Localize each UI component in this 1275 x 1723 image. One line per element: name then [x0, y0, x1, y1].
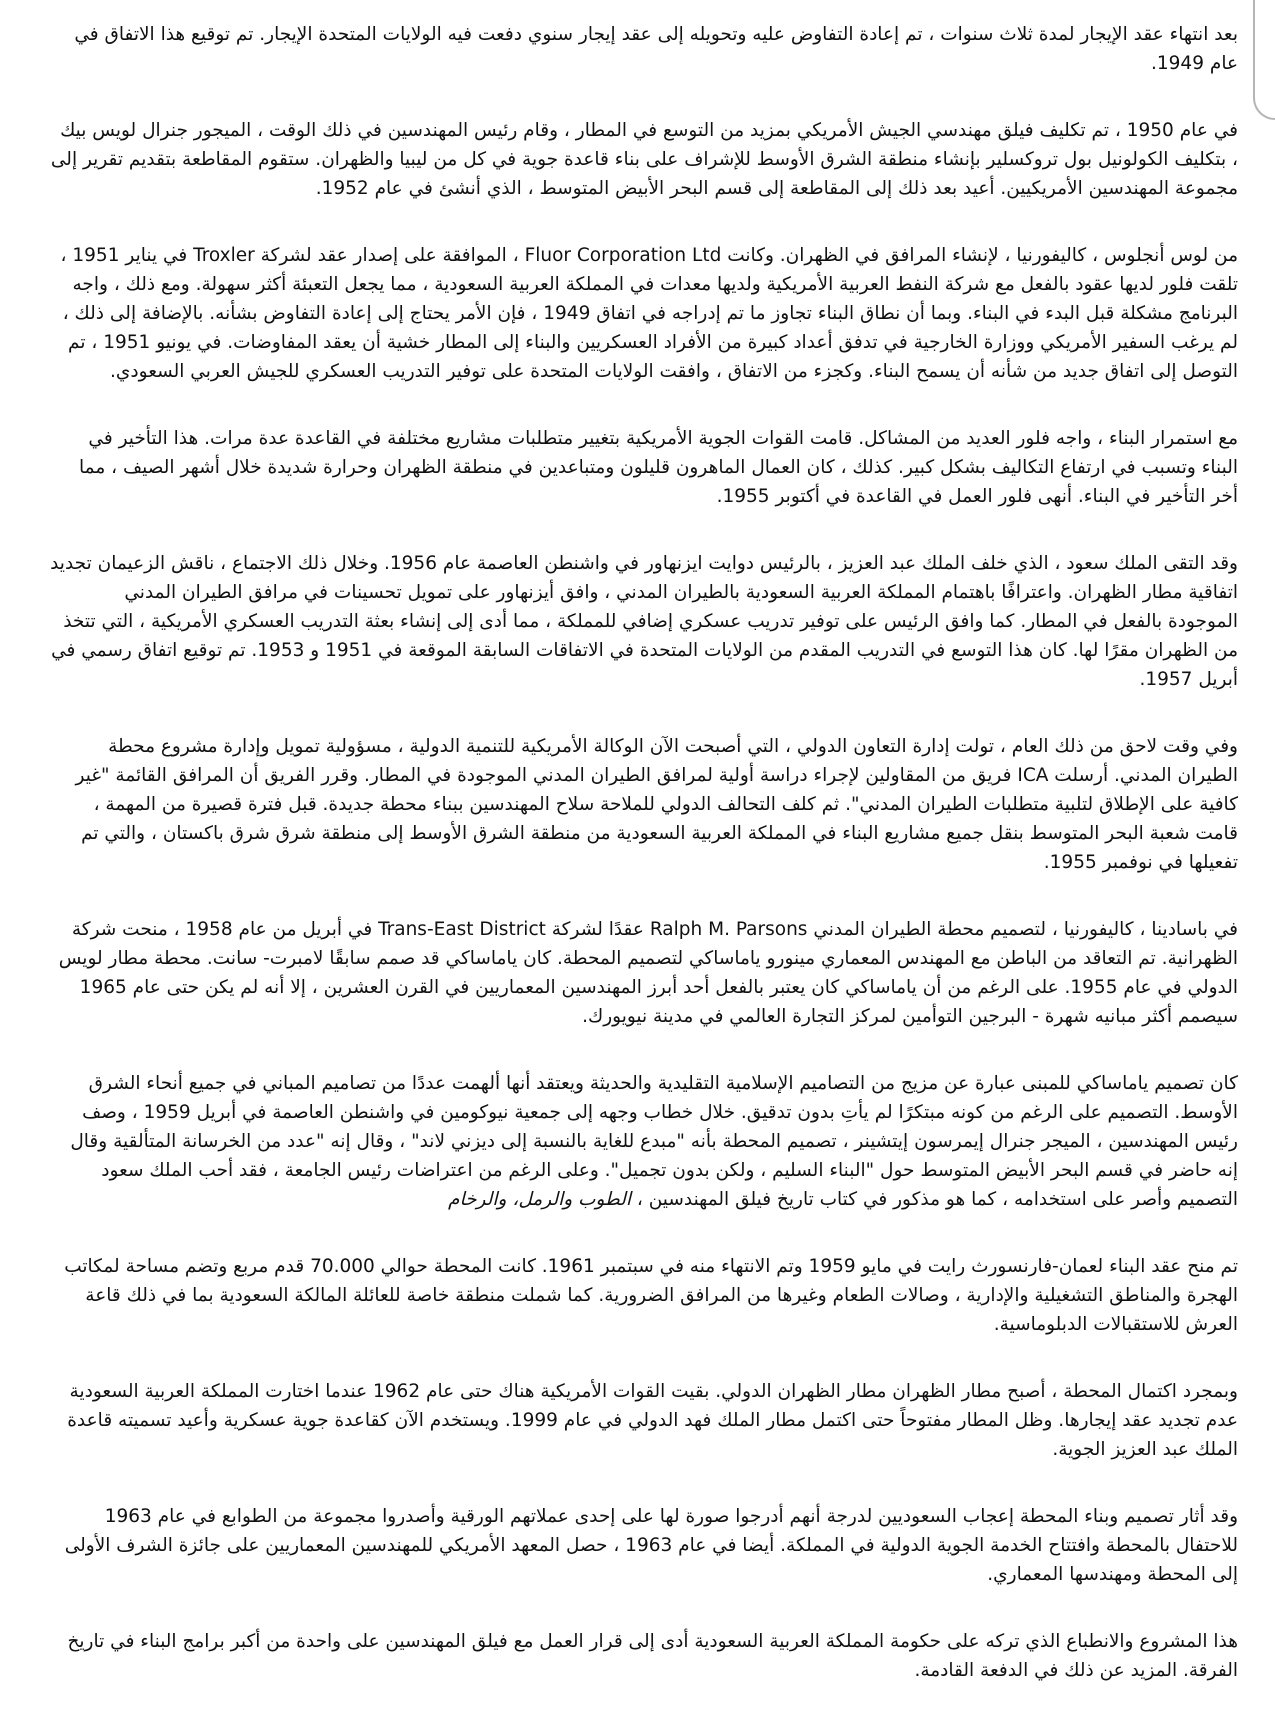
paragraph-9: تم منح عقد البناء لعمان-فارنسورث رايت في مايو 1959 وتم الانتهاء منه في سبتمبر 1961. كانت المحطة حوالي 70.000 قدم مربع وتضم مساحة لمكاتب الهجرة والمناطق التشغيلية والإدارية ، وصالات الطعام وغيرها من المرافق الضرورية. كما شملت منطقة خاصة للعائلة المالكة السعودية بما في ذلك قاعة العرش للاستقبالات الدبلوماسية. [64, 1256, 1238, 1335]
paragraph-3: من لوس أنجلوس ، كاليفورنيا ، لإنشاء المرافق في الظهران. وكانت Fluor Corporation Ltd ، الموافقة على إصدار عقد لشركة Troxler في يناير 1951 ، تلقت فلور لديها عقود بالفعل مع شركة النفط العربية الأمريكية ولديها معدات في المملكة العربية السعودية ، مما يجعل التعبئة أكثر سهولة. ومع ذلك ، واجه البرنامج مشكلة قبل البدء في البناء. وبما أن نطاق البناء تجاوز ما تم إدراجه في اتفاق 1949 ، فإن الأمر يحتاج إلى إعادة التفاوض بشأنه. بالإضافة إلى ذلك ، لم يرغب السفير الأمريكي ووزارة الخارجية في تدفق أعداد كبيرة من الأفراد العسكريين والبناء إلى المطار خشية أن يعقد المفاوضات. في يونيو 1951 ، تم التوصل إلى اتفاق جديد من شأنه أن يسمح البناء. وكجزء من الاتفاق ، وافقت الولايات المتحدة على توفير التدريب العسكري للجيش العربي السعودي. [60, 245, 1238, 382]
scroll-edge[interactable] [1253, 0, 1275, 120]
paragraph-8 [50, 1069, 1238, 1214]
paragraph-12: هذا المشروع والانطباع الذي تركه على حكومة المملكة العربية السعودية أدى إلى قرار العمل مع فيلق المهندسين على واحدة من أكبر برامج البناء في تاريخ الفرقة. المزيد عن ذلك في الدفعة القادمة. [67, 1631, 1238, 1681]
paragraph-5: وقد التقى الملك سعود ، الذي خلف الملك عبد العزيز ، بالرئيس دوايت ايزنهاور في واشنطن العاصمة عام 1956. وخلال ذلك الاجتماع ، ناقش الزعيمان تجديد اتفاقية مطار الظهران. واعترافًا باهتمام المملكة العربية السعودية بالطيران المدني ، وافق أيزنهاور على تمويل تحسينات في مرافق الطيران المدني الموجودة بالفعل في المطار. كما وافق الرئيس على توفير تدريب عسكري إضافي للمملكة ، مما أدى إلى إنشاء بعثة التدريب العسكري الأمريكية ، التي تتخذ من الظهران مقرًا لها. كان هذا التوسع في التدريب المقدم من الولايات المتحدة في الاتفاقات السابقة الموقعة في 1951 و 1953. تم توقيع اتفاق رسمي في أبريل 1957. [50, 553, 1238, 690]
italic-phrase: الطوب والرمل، والرخام [448, 1189, 631, 1210]
paragraph-7: في باسادينا ، كاليفورنيا ، لتصميم محطة الطيران المدني Ralph M. Parsons عقدًا لشركة Trans-East District في أبريل من عام 1958 ، منحت شركة الظهرانية. تم التعاقد من الباطن مع المهندس المعماري مينورو ياماساكي لتصميم المحطة. كان ياماساكي قد صمم سابقًا لامبرت- سانت. محطة مطار لويس الدولي في عام 1955. على الرغم من أن ياماساكي كان يعتبر بالفعل أحد أبرز المهندسين المعماريين في القرن العشرين ، إلا أنه لم يكن حتى عام 1965 سيصمم أكثر مبانيه شهرة - البرجين التوأمين لمركز التجارة العالمي في مدينة نيويورك. [58, 919, 1238, 1027]
paragraph-8-text: كان تصميم ياماساكي للمبنى عبارة عن مزيج من التصاميم الإسلامية التقليدية والحديثة ويعتقد أنها ألهمت عددًا من تصاميم المباني في جميع أنحاء الشرق الأوسط. التصميم على الرغم من كونه مبتكرًا لم يأتِ بدون تدقيق. خلال خطاب وجهه إلى جمعية نيوكومين في واشنطن العاصمة في أبريل 1959 ، وصف رئيس المهندسين ، الميجر جنرال إيمرسون إيتشينر ، تصميم المحطة بأنه "مبدع للغاية بالنسبة إلى ديزني لاند" ، وقال إنه "عدد من الخرسانة المتألقية وقال إنه حاضر في قسم البحر الأبيض المتوسط حول "البناء السليم ، ولكن بدون تجميل". وعلى الرغم من اعتراضات رئيس الجامعة ، فقد أحب الملك سعود التصميم وأصر على استخدامه ، كما هو مذكور في كتاب تاريخ فيلق المهندسين ، [70, 1073, 1238, 1210]
paragraph-10: وبمجرد اكتمال المحطة ، أصبح مطار الظهران مطار الظهران الدولي. بقيت القوات الأمريكية هناك حتى عام 1962 عندما اختارت المملكة العربية السعودية عدم تجديد عقد إيجارها. وظل المطار مفتوحاً حتى اكتمل مطار الملك فهد الدولي في عام 1999. ويستخدم الآن كقاعدة جوية عسكرية وأعيد تسميته قاعدة الملك عبد العزيز الجوية. [67, 1381, 1238, 1460]
paragraph-4: مع استمرار البناء ، واجه فلور العديد من المشاكل. قامت القوات الجوية الأمريكية بتغيير متطلبات مشاريع مختلفة في القاعدة عدة مرات. هذا التأخير في البناء وتسبب في ارتفاع التكاليف بشكل كبير. كذلك ، كان العمال الماهرون قليلون ومتباعدين في منطقة الظهران وحرارة شديدة خلال أشهر الصيف ، مما أخر التأخير في البناء. أنهى فلور العمل في القاعدة في أكتوبر 1955. [79, 428, 1238, 507]
paragraph-2: في عام 1950 ، تم تكليف فيلق مهندسي الجيش الأمريكي بمزيد من التوسع في المطار ، وقام رئيس المهندسين في ذلك الوقت ، الميجور جنرال لويس بيك ، بتكليف الكولونيل بول تروكسلير بإنشاء منطقة الشرق الأوسط للإشراف على بناء قاعدة جوية في كل من ليبيا والظهران. ستقوم المقاطعة بتقديم تقرير إلى مجموعة المهندسين الأمريكيين. أعيد بعد ذلك إلى المقاطعة إلى قسم البحر الأبيض المتوسط ، الذي أنشئ في عام 1952. [50, 120, 1238, 199]
paragraph-1: بعد انتهاء عقد الإيجار لمدة ثلاث سنوات ، تم إعادة التفاوض عليه وتحويله إلى عقد إيجار سنوي دفعت فيه الولايات المتحدة الإيجار. تم توقيع هذا الاتفاق في عام 1949. [74, 24, 1238, 74]
article-body [50, 20, 1238, 1723]
paragraph-11: وقد أثار تصميم وبناء المحطة إعجاب السعوديين لدرجة أنهم أدرجوا صورة لها على إحدى عملاتهم الورقية وأصدروا مجموعة من الطوابع في عام 1963 للاحتفال بالمحطة وافتتاح الخدمة الجوية الدولية في المملكة. أيضا في عام 1963 ، حصل المعهد الأمريكي للمهندسين المعماريين على جائزة الشرف الأولى إلى المحطة ومهندسها المعماري. [64, 1506, 1238, 1585]
paragraph-6: وفي وقت لاحق من ذلك العام ، تولت إدارة التعاون الدولي ، التي أصبحت الآن الوكالة الأمريكية للتنمية الدولية ، مسؤولية تمويل وإدارة مشروع محطة الطيران المدني. أرسلت ICA فريق من المقاولين لإجراء دراسة أولية لمرافق الطيران المدني الموجودة في المطار. وقرر الفريق أن المرافق القائمة "غير كافية على الإطلاق لتلبية متطلبات الطيران المدني". ثم كلف التحالف الدولي للملاحة سلاح المهندسين ببناء محطة جديدة. قبل فترة قصيرة من المهمة ، قامت شعبة البحر المتوسط بنقل جميع مشاريع البناء في المملكة العربية السعودية من منطقة الشرق الأوسط إلى منطقة شرق شرق باكستان ، والتي تم تفعيلها في نوفمبر 1955. [75, 736, 1238, 873]
